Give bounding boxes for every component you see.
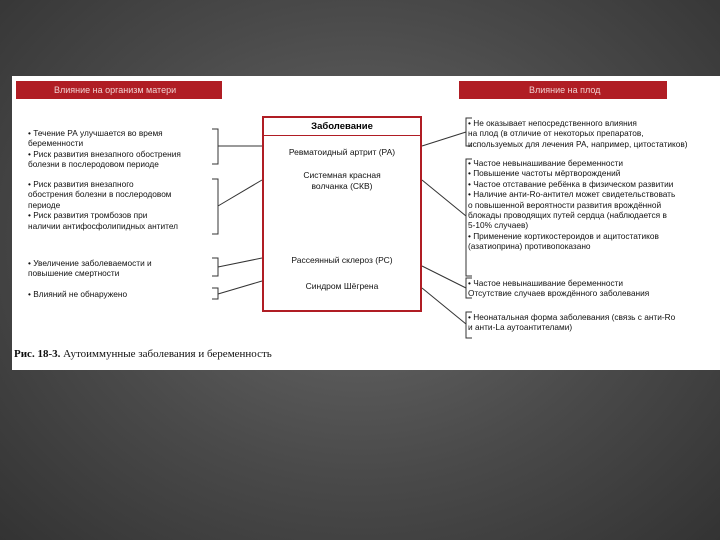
list-item: • Влияний не обнаружено xyxy=(28,289,218,299)
fetal-group-sle xyxy=(468,158,720,252)
list-item: Отсутствие случаев врождённого заболевания xyxy=(468,288,650,299)
list-item: (азатиоприна) противопоказано xyxy=(468,241,591,252)
list-item: • Повышение частоты мёртворождений xyxy=(468,168,720,178)
figure-caption-label: Рис. 18-3. xyxy=(14,348,61,360)
disease-sjogren: Синдром Шёгрена xyxy=(305,281,379,291)
disease-box xyxy=(262,116,422,312)
list-item: • Не оказывает непосредственного влияния xyxy=(468,118,720,128)
header-maternal-impact: Влияние на организм матери xyxy=(16,81,222,99)
maternal-group-sle xyxy=(28,179,218,231)
slide xyxy=(12,76,720,370)
list-item: используемых для лечения РА, например, цитостатиков) xyxy=(468,138,688,149)
list-item: наличии антифосфолипидных антител xyxy=(28,220,179,231)
list-item: • Частое невынашивание беременности xyxy=(468,158,720,168)
list-item: о повышенной вероятности развития врождённой xyxy=(468,199,662,210)
maternal-group-sjogren xyxy=(28,289,218,299)
figure-caption-text: Аутоиммунные заболевания и беременность xyxy=(63,348,272,360)
list-item: • Течение РА улучшается во время xyxy=(28,128,218,138)
list-item: и анти-La аутоантителами) xyxy=(468,322,573,333)
fetal-group-sjogren xyxy=(468,312,720,333)
list-item: • Частое невынашивание беременности xyxy=(468,278,720,288)
list-item: повышение смертности xyxy=(28,268,120,279)
header-fetal-impact: Влияние на плод xyxy=(459,81,667,99)
list-item: • Частое отставание ребёнка в физическом развитии xyxy=(468,179,720,189)
list-item: периоде xyxy=(28,199,61,210)
list-item: обострения болезни в послеродовом xyxy=(28,189,172,200)
figure-caption xyxy=(14,348,272,360)
list-item: болезни в послеродовом периоде xyxy=(28,159,159,170)
list-item: блокады проводящих путей сердца (наблюдается в xyxy=(468,210,667,221)
maternal-group-ms xyxy=(28,258,218,279)
fetal-group-ra xyxy=(468,118,720,149)
fetal-group-ms xyxy=(468,278,720,299)
list-item: • Применение кортикостероидов и ацитостатиков xyxy=(468,231,720,241)
disease-box-title: Заболевание xyxy=(264,118,420,136)
list-item: • Наличие анти-Ro-антител может свидетельствовать xyxy=(468,189,720,199)
list-item: на плод (в отличие от некоторых препаратов, xyxy=(468,128,644,139)
disease-sle-line1: Системная красная xyxy=(303,170,381,180)
list-item: • Увеличение заболеваемости и xyxy=(28,258,218,268)
disease-ms: Рассеянный склероз (РС) xyxy=(291,255,393,265)
list-item: 5-10% случаев) xyxy=(468,220,529,231)
list-item: • Риск развития внезапного xyxy=(28,179,218,189)
disease-ra: Ревматоидный артрит (РА) xyxy=(288,147,396,157)
disease-sle-line2: волчанка (СКВ) xyxy=(311,181,373,191)
list-item: беременности xyxy=(28,138,84,149)
maternal-group-ra xyxy=(28,128,218,170)
list-item: • Риск развития внезапного обострения xyxy=(28,149,218,159)
list-item: • Неонатальная форма заболевания (связь с анти-Ro xyxy=(468,312,720,322)
list-item: • Риск развития тромбозов при xyxy=(28,210,218,220)
